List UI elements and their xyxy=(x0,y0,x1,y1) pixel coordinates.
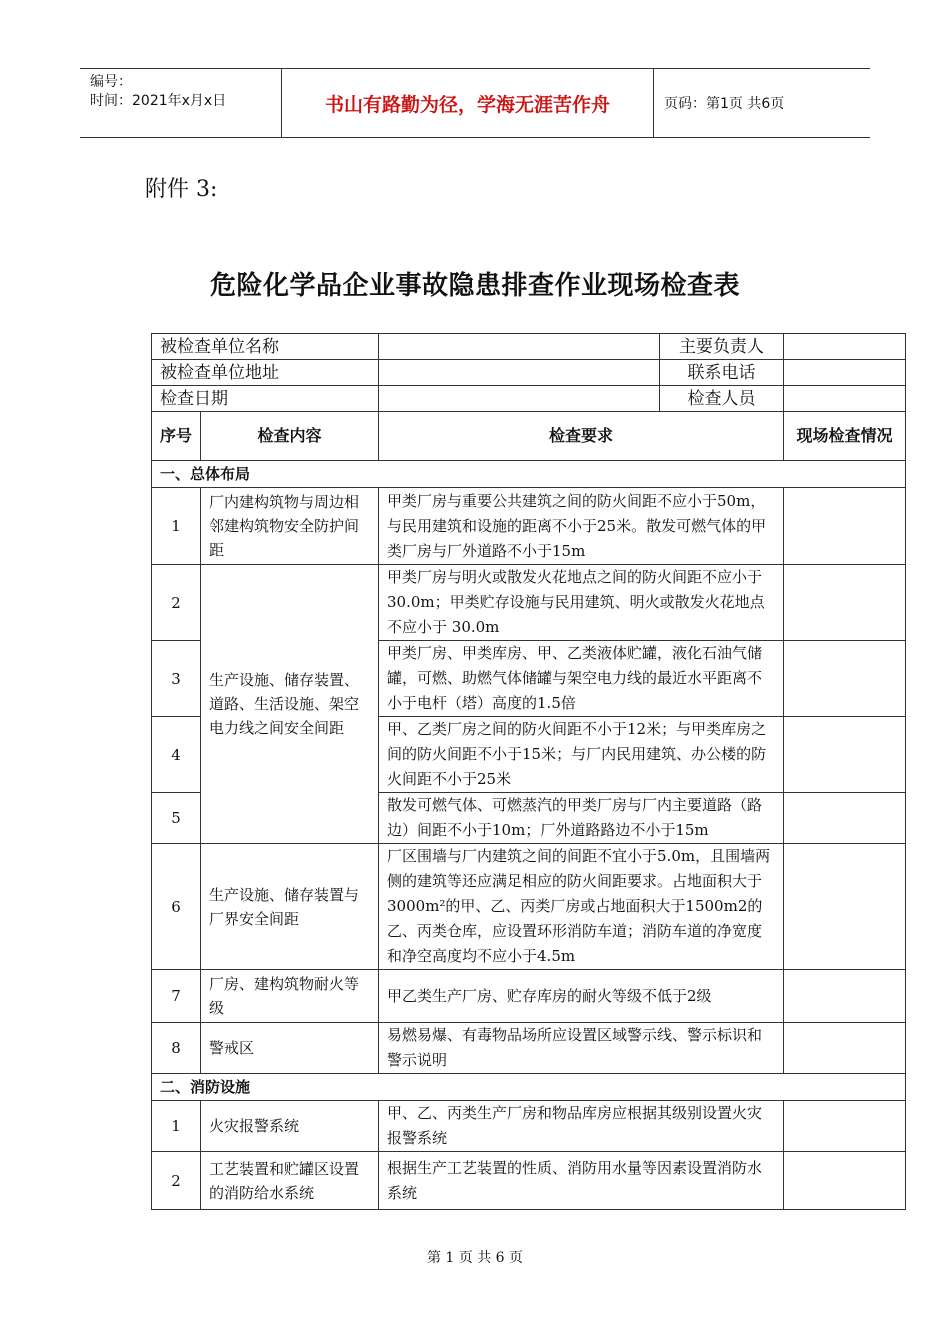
row-status[interactable] xyxy=(784,565,906,641)
row-requirement: 易燃易爆、有毒物品场所应设置区域警示线、警示标识和警示说明 xyxy=(379,1023,784,1074)
row-requirement: 甲、乙类厂房之间的防火间距不小于12米；与甲类库房之间的防火间距不小于15米；与厂内民用建筑、办公楼的防火间距不小于25米 xyxy=(379,717,784,793)
row-number: 1 xyxy=(152,488,201,565)
col-requirement: 检查要求 xyxy=(379,412,784,461)
info-row xyxy=(152,386,906,412)
table-row xyxy=(152,844,906,970)
header-page-info: 页码：第1页 共6页 xyxy=(664,96,785,112)
section-title: 二、消防设施 xyxy=(152,1074,906,1101)
row-requirement: 甲类厂房与明火或散发火花地点之间的防火间距不应小于30.0m；甲类贮存设施与民用建筑、明火或散发火花地点不应小于 30.0m xyxy=(379,565,784,641)
row-requirement: 厂区围墙与厂内建筑之间的间距不宜小于5.0m，且围墙两侧的建筑等还应满足相应的防火间距要求。占地面积大于3000m²的甲、乙、丙类厂房或占地面积大于1500m2的乙、丙类仓库，应设置环形消防车道；消防车道的净宽度和净空高度均不应小于4.5m xyxy=(379,844,784,970)
inspector-value[interactable] xyxy=(784,386,906,412)
row-content: 警戒区 xyxy=(201,1023,379,1074)
table-row xyxy=(152,1152,906,1210)
phone-label: 联系电话 xyxy=(660,360,784,386)
row-status[interactable] xyxy=(784,488,906,565)
principal-label: 主要负责人 xyxy=(660,334,784,360)
row-status[interactable] xyxy=(784,717,906,793)
row-requirement: 根据生产工艺装置的性质、消防用水量等因素设置消防水系统 xyxy=(379,1152,784,1210)
page-header xyxy=(80,68,870,138)
row-status[interactable] xyxy=(784,641,906,717)
row-status[interactable] xyxy=(784,1152,906,1210)
col-seq: 序号 xyxy=(152,412,201,461)
row-number: 3 xyxy=(152,641,201,717)
page-footer: 第 1 页 共 6 页 xyxy=(426,1250,524,1266)
table-row xyxy=(152,970,906,1023)
header-motto: 书山有路勤为径，学海无涯苦作舟 xyxy=(281,69,654,137)
section-title: 一、总体布局 xyxy=(152,461,906,488)
info-row xyxy=(152,360,906,386)
unit-name-value[interactable] xyxy=(379,334,660,360)
row-requirement: 甲乙类生产厂房、贮存库房的耐火等级不低于2级 xyxy=(379,970,784,1023)
header-meta xyxy=(80,69,281,137)
row-requirement: 甲类厂房与重要公共建筑之间的防火间距不应小于50m，与民用建筑和设施的距离不小于25米。散发可燃气体的甲类厂房与厂外道路不小于15m xyxy=(379,488,784,565)
unit-address-value[interactable] xyxy=(379,360,660,386)
table-row xyxy=(152,565,906,641)
section-row xyxy=(152,461,906,488)
date-label: 检查日期 xyxy=(152,386,379,412)
row-content: 工艺装置和贮罐区设置的消防给水系统 xyxy=(201,1152,379,1210)
column-header-row xyxy=(152,412,906,461)
row-number: 1 xyxy=(152,1101,201,1152)
row-number: 5 xyxy=(152,793,201,844)
unit-address-label: 被检查单位地址 xyxy=(152,360,379,386)
row-status[interactable] xyxy=(784,970,906,1023)
col-status: 现场检查情况 xyxy=(784,412,906,461)
row-status[interactable] xyxy=(784,793,906,844)
number-label: 编号： xyxy=(90,74,132,90)
row-status[interactable] xyxy=(784,1101,906,1152)
table-row xyxy=(152,1023,906,1074)
row-number: 2 xyxy=(152,1152,201,1210)
row-requirement: 甲类厂房、甲类库房、甲、乙类液体贮罐，液化石油气储罐，可燃、助燃气体储罐与架空电力线的最近水平距离不小于电杆（塔）高度的1.5倍 xyxy=(379,641,784,717)
section-row xyxy=(152,1074,906,1101)
table-row xyxy=(152,488,906,565)
inspector-label: 检查人员 xyxy=(660,386,784,412)
unit-name-label: 被检查单位名称 xyxy=(152,334,379,360)
principal-value[interactable] xyxy=(784,334,906,360)
col-content: 检查内容 xyxy=(201,412,379,461)
row-number: 6 xyxy=(152,844,201,970)
row-content: 厂内建构筑物与周边相邻建构筑物安全防护间距 xyxy=(201,488,379,565)
row-content: 生产设施、储存装置、道路、生活设施、架空电力线之间安全间距 xyxy=(201,565,379,844)
time-label: 时间：2021年x月x日 xyxy=(90,93,227,109)
attachment-label: 附件 3: xyxy=(145,177,218,202)
table-row xyxy=(152,1101,906,1152)
row-requirement: 甲、乙、丙类生产厂房和物品库房应根据其级别设置火灾报警系统 xyxy=(379,1101,784,1152)
row-content: 火灾报警系统 xyxy=(201,1101,379,1152)
inspection-table xyxy=(151,333,906,1210)
row-number: 4 xyxy=(152,717,201,793)
document-title: 危险化学品企业事故隐患排查作业现场检查表 xyxy=(209,271,740,301)
row-number: 8 xyxy=(152,1023,201,1074)
row-status[interactable] xyxy=(784,1023,906,1074)
row-requirement: 散发可燃气体、可燃蒸汽的甲类厂房与厂内主要道路（路边）间距不小于10m；厂外道路路边不小于15m xyxy=(379,793,784,844)
date-value[interactable] xyxy=(379,386,660,412)
row-status[interactable] xyxy=(784,844,906,970)
row-content: 生产设施、储存装置与厂界安全间距 xyxy=(201,844,379,970)
info-row xyxy=(152,334,906,360)
row-content: 厂房、建构筑物耐火等级 xyxy=(201,970,379,1023)
row-number: 2 xyxy=(152,565,201,641)
phone-value[interactable] xyxy=(784,360,906,386)
row-number: 7 xyxy=(152,970,201,1023)
